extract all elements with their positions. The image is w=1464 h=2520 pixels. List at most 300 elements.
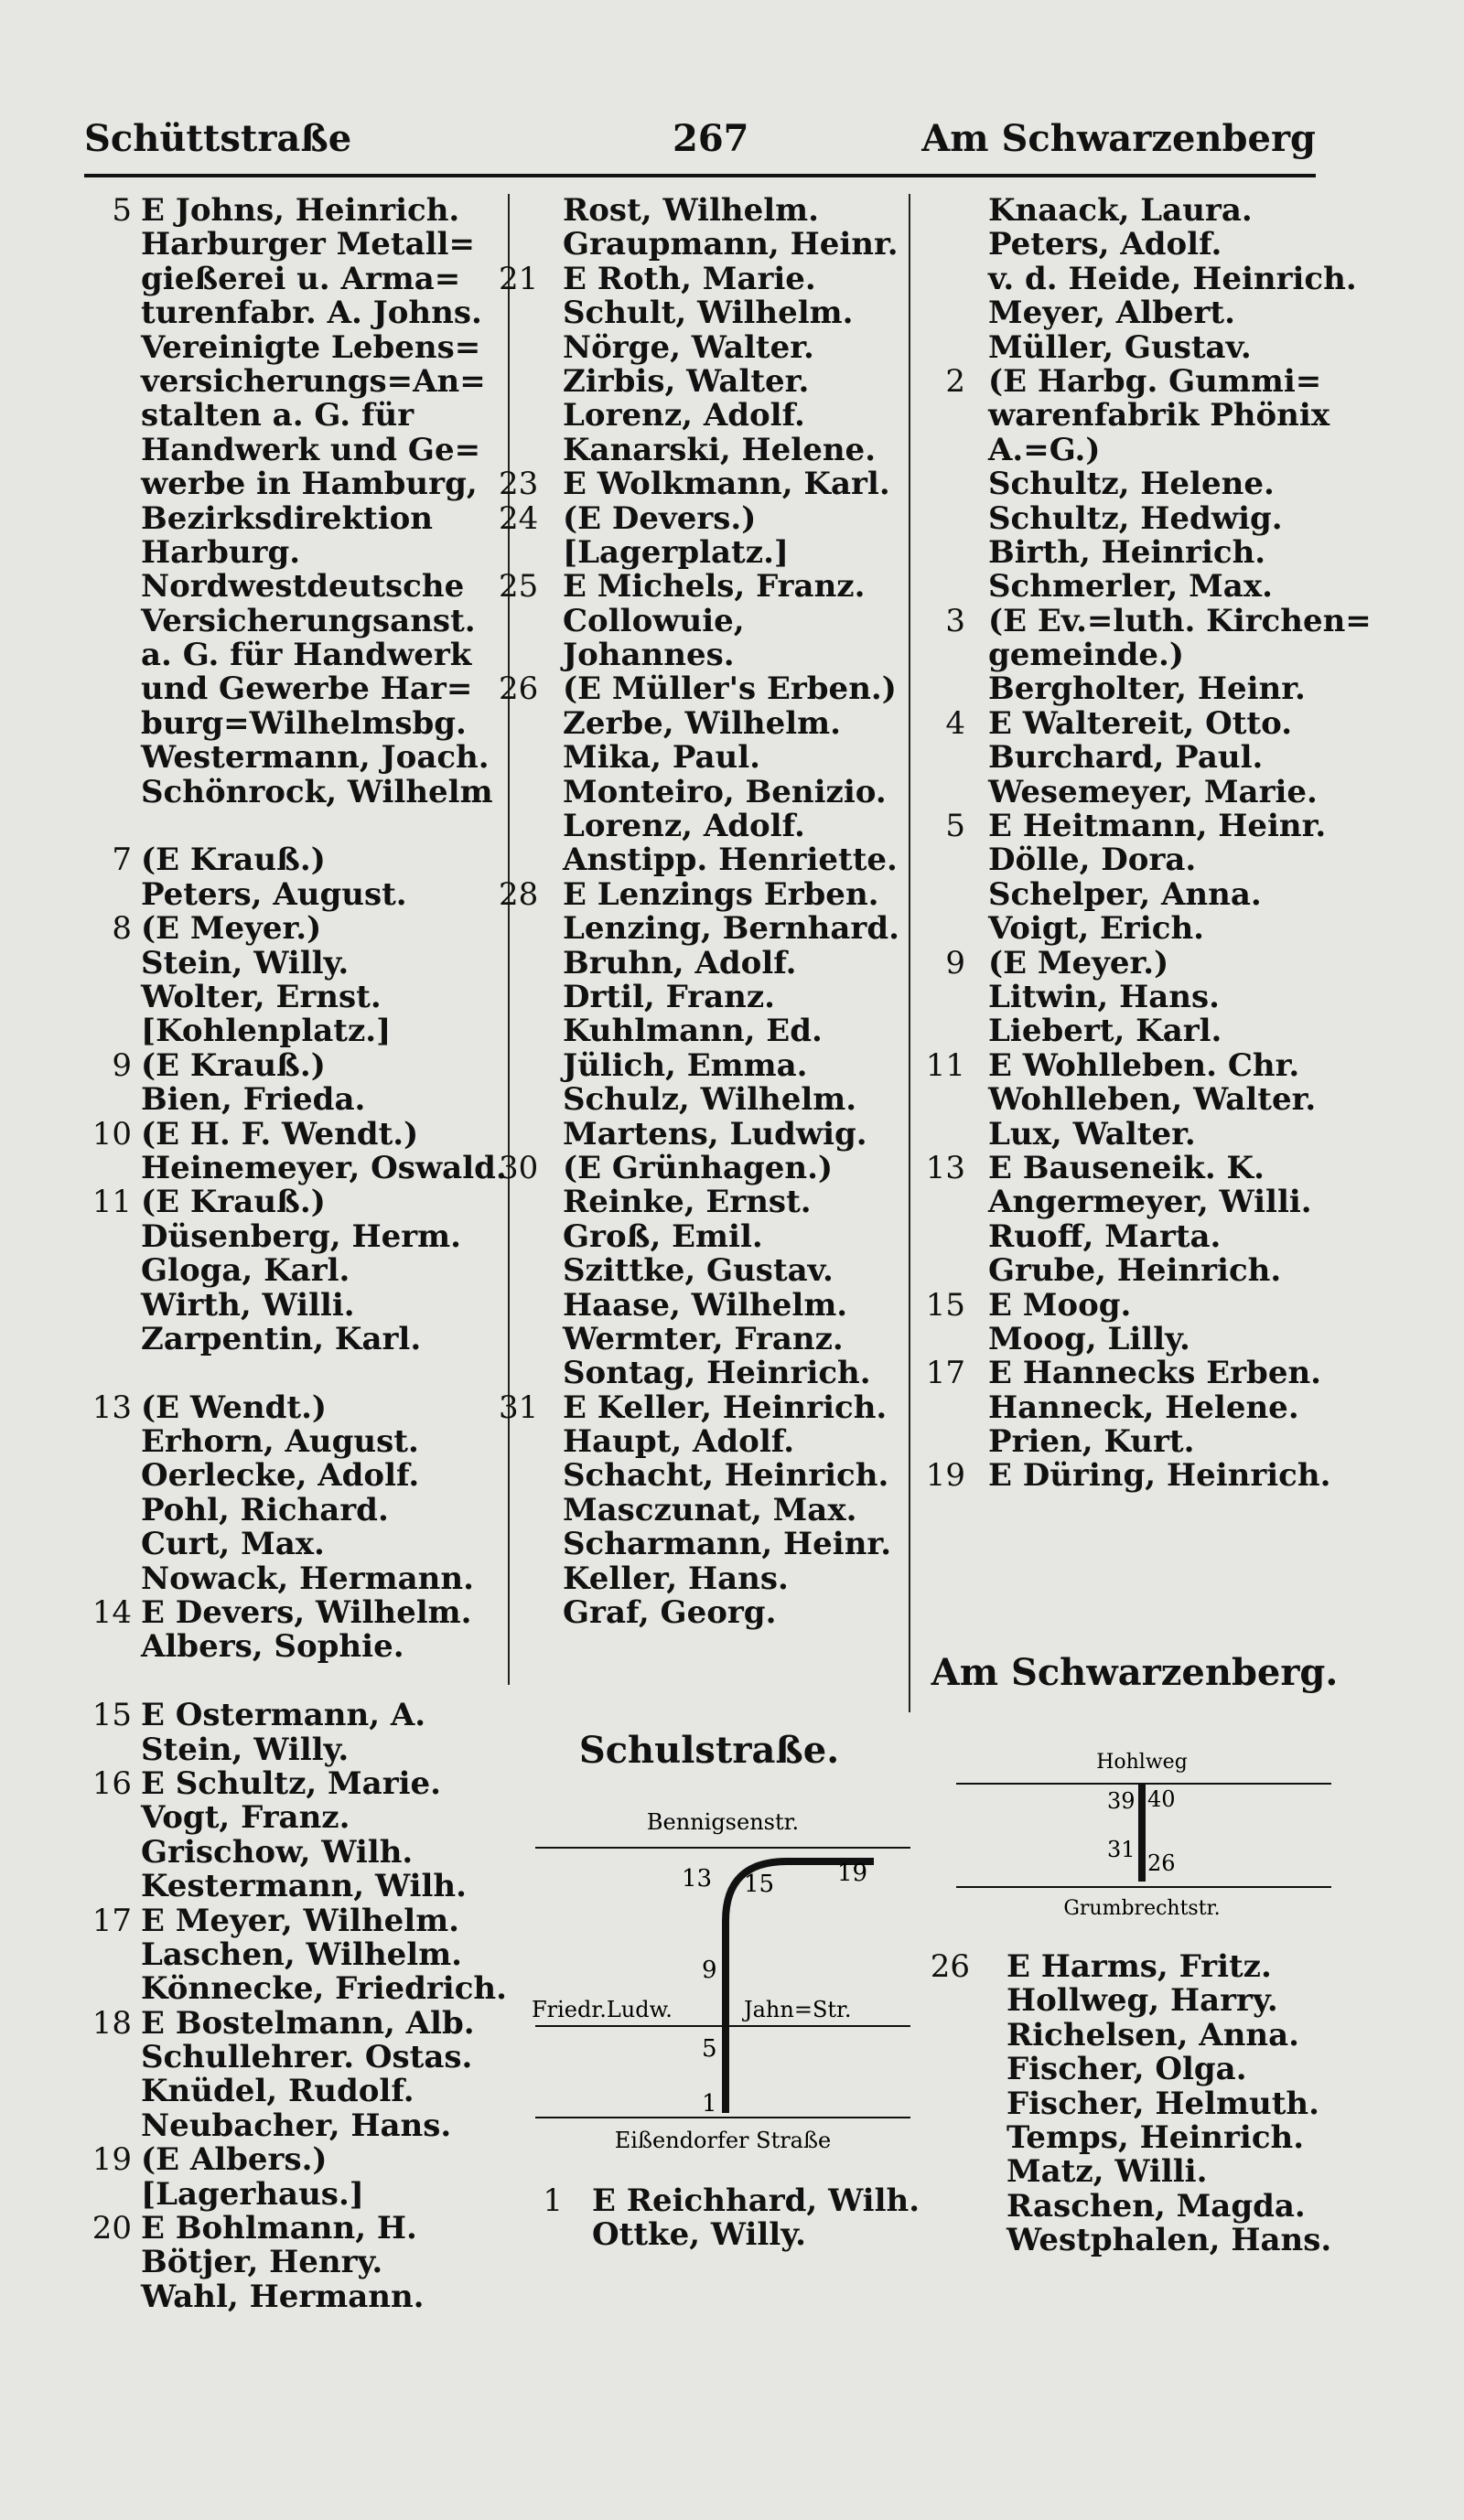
entry-text: Sontag, Heinrich. (563, 1355, 871, 1392)
entry-text: Wolter, Ernst. (141, 978, 382, 1015)
entry-line (84, 260, 501, 297)
entry-line (499, 2182, 920, 2219)
entry-text: Zerbe, Wilhelm. (563, 704, 841, 742)
house-number: 19 (925, 1457, 965, 1495)
entry-text: Dölle, Dora. (988, 842, 1197, 879)
entry-line (84, 228, 501, 262)
entry-text: Wermter, Franz. (563, 1320, 844, 1357)
entry-line (84, 602, 501, 639)
entry-line (84, 1425, 501, 1459)
entry-text: Vogt, Franz. (141, 1799, 350, 1837)
entry-text: Bien, Frieda. (141, 1081, 366, 1119)
entry-text: E Ostermann, A. (141, 1697, 426, 1734)
schulstrasse-map (526, 1784, 915, 2177)
house-number: 3 (945, 602, 965, 639)
entry-text: Reinke, Ernst. (563, 1184, 812, 1221)
entry-text: Neubacher, Hans. (141, 2107, 452, 2144)
entry-text: Prien, Kurt. (988, 1423, 1195, 1461)
entry-line (84, 1938, 501, 1972)
entry-line (84, 1764, 501, 1802)
house-number: 20 (92, 2210, 132, 2247)
house-number: 24 (499, 499, 539, 537)
map-house-number: 13 (682, 1865, 713, 1893)
house-number: 11 (925, 1046, 965, 1084)
entry-text: und Gewerbe Har= (141, 670, 473, 708)
entry-text: Schelper, Anna. (988, 875, 1262, 913)
entry-text: Wesemeyer, Marie. (988, 773, 1318, 810)
entry-line (84, 1562, 501, 1596)
entry-line (915, 1391, 1327, 1425)
entry-text: E Devers, Wilhelm. (141, 1594, 472, 1632)
entry-line (84, 362, 501, 400)
entry-text: Harburg. (141, 533, 301, 571)
house-number: 15 (92, 1697, 132, 1734)
entry-line (915, 2222, 1332, 2259)
entry-line (84, 1014, 501, 1048)
house-number: 5 (945, 808, 965, 845)
entry-line (499, 328, 901, 366)
entry-line (915, 431, 1327, 468)
entry-line (499, 228, 901, 262)
entry-line (499, 978, 901, 1015)
map-house-number: 19 (837, 1860, 868, 1887)
entry-text: werbe in Hamburg, (141, 466, 478, 503)
entry-line (84, 328, 501, 366)
entry-text: [Lagerplatz.] (563, 533, 789, 571)
entry-line (499, 1254, 901, 1288)
entry-line (84, 672, 501, 706)
entry-text: Graf, Georg. (563, 1594, 777, 1632)
entry-line (915, 672, 1327, 706)
entry-text: (E Meyer.) (988, 944, 1169, 981)
house-number: 17 (925, 1355, 965, 1392)
entry-text: E Bohlmann, H. (141, 2210, 417, 2247)
entry-text: Schultz, Helene. (988, 466, 1275, 503)
entry-text: Matz, Willi. (1006, 2153, 1208, 2191)
house-number: 21 (499, 260, 539, 297)
entry-text: Peters, Adolf. (988, 226, 1222, 263)
entry-line (84, 1115, 501, 1153)
entry-line (84, 1904, 501, 1938)
entry-text: E Moog. (988, 1286, 1132, 1324)
map-label-friedr-ludw: Friedr.Ludw. (532, 1997, 673, 2022)
entry-line (84, 2075, 501, 2108)
entry-text: E Wolkmann, Karl. (563, 466, 890, 503)
entry-text: Litwin, Hans. (988, 978, 1220, 1015)
section-title-schwarzenberg: Am Schwarzenberg. (931, 1651, 1339, 1694)
entry-line (499, 2218, 901, 2252)
entry-line (915, 1950, 1327, 1984)
entry-line (84, 1149, 507, 1186)
entry-line (499, 533, 901, 571)
entry-line (915, 499, 1327, 537)
entry-line (915, 228, 1327, 262)
entry-line (915, 2155, 1327, 2189)
entry-text: Lorenz, Adolf. (563, 808, 805, 845)
entry-line (915, 1185, 1327, 1219)
entry-text: v. d. Heide, Heinrich. (988, 260, 1357, 297)
house-number: 18 (92, 2004, 132, 2042)
entry-line (499, 704, 901, 742)
entry-line (84, 1254, 501, 1288)
entry-text: Kuhlmann, Ed. (563, 1013, 823, 1050)
entry-line (915, 1425, 1327, 1459)
entry-line (499, 1046, 901, 1084)
entry-line (915, 1984, 1327, 2018)
entry-line (499, 362, 901, 400)
entry-text: E Bostelmann, Alb. (141, 2004, 475, 2042)
entry-line (915, 944, 1327, 981)
entry-text: Stein, Willy. (141, 944, 350, 981)
entry-line (84, 296, 501, 330)
house-number: 4 (945, 704, 965, 742)
house-number: 23 (499, 466, 539, 503)
entry-text: Meyer, Albert. (988, 295, 1235, 332)
entry-line (915, 1014, 1327, 1048)
entry-line (499, 741, 901, 775)
entry-line (84, 533, 501, 571)
entry-text: (E Krauß.) (141, 842, 326, 879)
map-label-jahn-str: Jahn=Str. (744, 1997, 852, 2022)
house-number: 5 (112, 192, 132, 229)
map-house-number: 40 (1147, 1786, 1176, 1812)
entry-line (84, 1286, 501, 1324)
map-house-number: 5 (702, 2035, 717, 2063)
entry-line (499, 1596, 901, 1630)
schwarzenberg-entries (915, 1948, 1332, 2259)
house-number: 25 (499, 568, 539, 606)
entry-line (915, 362, 1327, 400)
entry-line (915, 1254, 1327, 1288)
entry-text: [Kohlenplatz.] (141, 1013, 392, 1050)
entry-line (84, 2246, 501, 2279)
entry-line (915, 1357, 1327, 1390)
house-number: 11 (92, 1184, 132, 1221)
entry-line (84, 2212, 501, 2246)
entry-line (84, 978, 501, 1015)
entry-line (915, 638, 1327, 672)
entry-text: (E Krauß.) (141, 1184, 326, 1221)
house-number: 26 (930, 1948, 970, 1985)
entry-text: Angermeyer, Willi. (988, 1184, 1312, 1221)
entry-line (499, 875, 901, 913)
entry-line (915, 1115, 1327, 1153)
page-number: 267 (673, 117, 749, 160)
entry-line (84, 1699, 501, 1732)
running-header-left: Schüttstraße (84, 117, 352, 160)
entry-text: Drtil, Franz. (563, 978, 775, 1015)
entry-text: Westphalen, Hans. (1006, 2222, 1332, 2259)
section-title-schulstrasse: Schulstraße. (578, 1729, 840, 1772)
entry-line (499, 1149, 901, 1186)
entry-text: E Johns, Heinrich. (141, 192, 460, 229)
entry-line (84, 875, 501, 913)
entry-line (499, 1014, 901, 1048)
entry-line (499, 499, 901, 537)
entry-text: Laschen, Wilhelm. (141, 1936, 463, 1973)
schulstrasse-entries (499, 2182, 920, 2254)
entry-text: Schmerler, Max. (988, 568, 1273, 606)
entry-text: Martens, Ludwig. (563, 1115, 867, 1153)
entry-line (915, 810, 1327, 843)
entry-text: (E Devers.) (563, 499, 757, 537)
house-number: 9 (112, 1046, 132, 1084)
entry-text: Heinemeyer, Oswald. (141, 1149, 507, 1186)
map-label-hohlweg: Hohlweg (1096, 1751, 1188, 1774)
entry-line (499, 296, 901, 330)
entry-text: Liebert, Karl. (988, 1013, 1222, 1050)
entry-text: Monteiro, Benizio. (563, 773, 887, 810)
entry-text: Bergholter, Heinr. (988, 670, 1306, 708)
entry-text: Vereinigte Lebens= (141, 328, 481, 366)
entry-line (84, 1733, 501, 1767)
entry-text: stalten a. G. für (141, 397, 414, 434)
entry-line (499, 1320, 901, 1357)
entry-line (84, 1870, 501, 1903)
entry-line (499, 1459, 901, 1493)
entry-text: Johannes. (563, 637, 735, 674)
entry-text: Szittke, Gustav. (563, 1252, 834, 1290)
entry-text: Haase, Wilhelm. (563, 1286, 848, 1324)
entry-text: Schullehrer. Ostas. (141, 2039, 473, 2076)
entry-line (499, 194, 901, 228)
entry-text: A.=G.) (988, 431, 1101, 468)
entry-text: Wahl, Hermann. (141, 2278, 425, 2315)
entry-text: a. G. für Handwerk (141, 637, 472, 674)
entry-line (84, 1320, 501, 1357)
entry-line (915, 296, 1327, 330)
map-house-number: 9 (702, 1957, 717, 1984)
entry-line (499, 260, 901, 297)
entry-text: E Heitmann, Heinr. (988, 808, 1327, 845)
entry-text: Kanarski, Helene. (563, 431, 877, 468)
entry-text: E Lenzings Erben. (563, 875, 879, 913)
entry-line (915, 467, 1327, 501)
entry-line (84, 2041, 501, 2075)
entry-line (84, 2175, 501, 2213)
entry-line (84, 1596, 501, 1630)
entry-line (915, 875, 1327, 913)
entry-line (915, 602, 1372, 639)
column-3 (915, 192, 1372, 1495)
entry-text: Collowuie, (563, 602, 745, 639)
entry-line (84, 741, 501, 775)
entry-text: Curt, Max. (141, 1526, 325, 1563)
map-street-path (726, 1861, 874, 2113)
entry-spacer (84, 1665, 501, 1699)
entry-line (915, 328, 1327, 366)
entry-line (499, 843, 901, 877)
entry-line (499, 467, 901, 501)
entry-text: Bötjer, Henry. (141, 2244, 383, 2281)
map-house-number: 39 (1107, 1788, 1136, 1814)
house-number: 31 (499, 1389, 539, 1426)
entry-text: Nörge, Walter. (563, 328, 814, 366)
entry-text: (E Wendt.) (141, 1389, 328, 1426)
entry-text: Stein, Willy. (141, 1731, 350, 1768)
entry-text: turenfabr. A. Johns. (141, 295, 482, 332)
entry-text: Groß, Emil. (563, 1217, 763, 1255)
entry-line (499, 1562, 901, 1596)
entry-line (84, 194, 501, 228)
entry-text: Schult, Wilhelm. (563, 295, 854, 332)
entry-text: Gloga, Karl. (141, 1252, 350, 1290)
entry-text: Keller, Hans. (563, 1560, 789, 1597)
column-1 (84, 192, 507, 2315)
entry-text: E Meyer, Wilhelm. (141, 1902, 460, 1939)
map-house-number: 26 (1147, 1850, 1176, 1876)
map-house-number: 31 (1107, 1837, 1136, 1862)
entry-text: Knaack, Laura. (988, 192, 1253, 229)
entry-line (915, 1217, 1327, 1255)
entry-line (84, 912, 501, 946)
entry-line (499, 1286, 901, 1324)
entry-line (84, 499, 501, 537)
entry-line (915, 2087, 1327, 2121)
entry-text: (E Harbg. Gummi= (988, 362, 1322, 400)
entry-text: E Bauseneik. K. (988, 1149, 1265, 1186)
entry-line (915, 704, 1327, 742)
entry-line (84, 2143, 501, 2177)
entry-text: Lux, Walter. (988, 1115, 1196, 1153)
entry-text: Burchard, Paul. (988, 739, 1264, 777)
entry-spacer (84, 1357, 501, 1390)
entry-text: Peters, August. (141, 875, 407, 913)
entry-line (915, 912, 1327, 946)
entry-text: Schulz, Wilhelm. (563, 1081, 857, 1119)
entry-text: Anstipp. Henriette. (563, 842, 898, 879)
entry-line (84, 1185, 501, 1219)
entry-text: versicherungs=An= (141, 362, 486, 400)
entry-text: Erhorn, August. (141, 1423, 419, 1461)
entry-line (84, 2109, 501, 2143)
entry-text: Pohl, Richard. (141, 1491, 389, 1528)
entry-text: Birth, Heinrich. (988, 533, 1266, 571)
entry-text: Jülich, Emma. (563, 1046, 808, 1084)
entry-line (915, 1320, 1327, 1357)
header-rule (84, 174, 1316, 177)
entry-text: Nordwestdeutsche (141, 568, 465, 606)
entry-line (84, 1630, 501, 1664)
entry-text: Grube, Heinrich. (988, 1252, 1282, 1290)
house-number: 13 (92, 1389, 132, 1426)
house-number: 17 (92, 1902, 132, 1939)
entry-text: Nowack, Hermann. (141, 1560, 474, 1597)
entry-line (84, 773, 501, 810)
house-number: 10 (92, 1115, 132, 1153)
entry-line (84, 1391, 501, 1425)
entry-text: Lenzing, Bernhard. (563, 910, 899, 948)
entry-line (499, 431, 901, 468)
entry-text: warenfabrik Phönix (988, 397, 1330, 434)
entry-text: Düsenberg, Herm. (141, 1217, 461, 1255)
entry-text: (E H. F. Wendt.) (141, 1115, 419, 1153)
entry-line (84, 843, 501, 877)
entry-line (499, 1217, 901, 1255)
entry-spacer (84, 810, 501, 843)
entry-text: Hanneck, Helene. (988, 1389, 1299, 1426)
entry-text: Wirth, Willi. (141, 1286, 355, 1324)
entry-line (915, 570, 1327, 604)
house-number: 26 (499, 670, 539, 708)
house-number: 30 (499, 1149, 539, 1186)
entry-text: [Lagerhaus.] (141, 2175, 364, 2213)
entry-text: Graupmann, Heinr. (563, 226, 899, 263)
entry-line (84, 944, 501, 981)
entry-line (915, 978, 1327, 1015)
house-number: 13 (925, 1149, 965, 1186)
entry-text: Hollweg, Harry. (1006, 1982, 1278, 2020)
entry-text: burg=Wilhelmsbg. (141, 704, 467, 742)
column-2 (499, 194, 901, 1630)
house-number: 14 (92, 1594, 132, 1632)
entry-text: E Düring, Heinrich. (988, 1457, 1331, 1495)
entry-text: Grischow, Wilh. (141, 1833, 414, 1871)
entry-text: Könnecke, Friedrich. (141, 1970, 507, 2008)
entry-text: Zarpentin, Karl. (141, 1320, 422, 1357)
entry-text: Moog, Lilly. (988, 1320, 1190, 1357)
entry-text: Schacht, Heinrich. (563, 1457, 889, 1495)
entry-line (915, 1286, 1327, 1324)
entry-line (84, 431, 501, 468)
entry-line (499, 912, 901, 946)
map-label-grumbrechtstr: Grumbrechtstr. (1063, 1897, 1221, 1920)
entry-text: Zirbis, Walter. (563, 362, 810, 400)
entry-text: Albers, Sophie. (141, 1628, 404, 1666)
entry-text: Bezirksdirektion (141, 499, 434, 537)
entry-text: E Roth, Marie. (563, 260, 816, 297)
entry-text: (E Albers.) (141, 2141, 328, 2179)
entry-text: Ruoff, Marta. (988, 1217, 1222, 1255)
entry-line (499, 1357, 901, 1390)
entry-line (84, 1801, 501, 1835)
entry-text: Fischer, Helmuth. (1006, 2085, 1319, 2122)
entry-line (499, 944, 901, 981)
entry-line (499, 1491, 901, 1528)
entry-line (499, 638, 901, 672)
entry-line (499, 1083, 901, 1117)
running-header-right: Am Schwarzenberg (921, 117, 1316, 160)
entry-text: E Reichhard, Wilh. (592, 2182, 920, 2219)
entry-line (915, 2118, 1327, 2156)
entry-line (499, 1185, 901, 1219)
house-number: 2 (945, 362, 965, 400)
entry-text: Westermann, Joach. (141, 739, 490, 777)
entry-text: Schultz, Hedwig. (988, 499, 1283, 537)
house-number: 7 (112, 842, 132, 879)
map-label-bennigsenstr: Bennigsenstr. (646, 1809, 800, 1835)
entry-text: Richelsen, Anna. (1006, 2016, 1299, 2054)
entry-line (84, 467, 501, 501)
entry-line (499, 1115, 901, 1153)
entry-line (915, 1046, 1327, 1084)
entry-line (84, 1491, 501, 1528)
schwarzenberg-map (952, 1724, 1336, 1935)
map-label-eissendorfer: Eißendorfer Straße (614, 2128, 832, 2153)
entry-line (84, 1217, 501, 1255)
entry-text: Wohlleben, Walter. (988, 1081, 1317, 1119)
entry-line (84, 2280, 501, 2314)
entry-line (915, 773, 1327, 810)
entry-line (84, 1459, 501, 1493)
entry-line (499, 1528, 901, 1561)
entry-text: (E Grünhagen.) (563, 1149, 834, 1186)
entry-text: Masczunat, Max. (563, 1491, 857, 1528)
house-number: 28 (499, 875, 539, 913)
house-number: 16 (92, 1764, 132, 1802)
entry-text: Fischer, Olga. (1006, 2051, 1247, 2088)
house-number: 15 (925, 1286, 965, 1324)
